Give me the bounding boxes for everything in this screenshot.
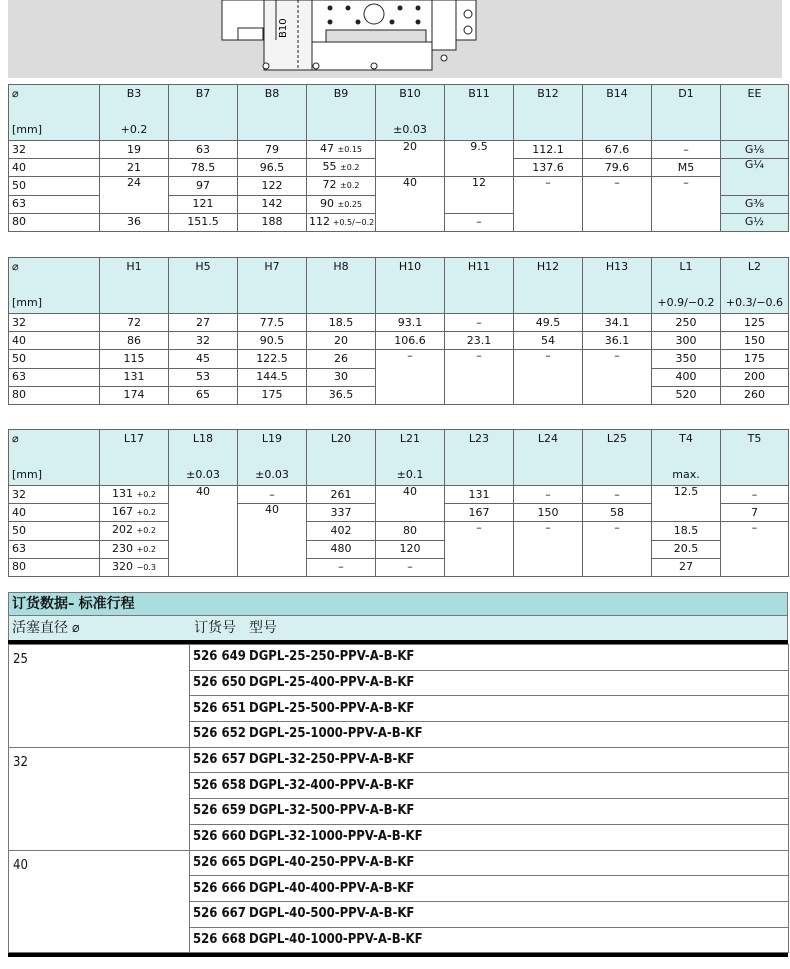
table-cell: 121 [169, 195, 238, 213]
table-cell: – [652, 177, 721, 232]
table-cell: 63 [9, 368, 100, 386]
drawing-svg [8, 0, 782, 78]
diameter-cell: 40 [9, 850, 190, 953]
header-cell: EE [721, 85, 789, 141]
table-cell: 260 [721, 386, 789, 404]
table-cell: 175 [721, 350, 789, 368]
table-cell: 131 +0.2 [100, 486, 169, 504]
order-item: 526 651 DGPL-25-500-PPV-A-B-KF [190, 696, 789, 722]
order-item: 526 660 DGPL-32-1000-PPV-A-B-KF [190, 824, 789, 850]
col-type-header: 型号 [249, 620, 277, 636]
table-cell: 27 [169, 314, 238, 332]
table-row [9, 141, 789, 159]
table-cell: 93.1 [376, 314, 445, 332]
table-cell: – [583, 350, 652, 405]
header-cell: L23 [445, 430, 514, 486]
order-item: 526 666 DGPL-40-400-PPV-A-B-KF [190, 876, 789, 902]
table-row [9, 558, 789, 576]
table-cell: 45 [169, 350, 238, 368]
table-cell: – [445, 314, 514, 332]
table-cell: – [514, 177, 583, 232]
table-cell: 32 [9, 141, 100, 159]
order-title: 订货数据– 标准行程 [8, 592, 788, 616]
table-cell: 112 +0.5/−0.2 [307, 213, 376, 231]
header-cell: B10 ±0.03 [376, 85, 445, 141]
table-row [9, 747, 789, 773]
table-cell: 50 [9, 350, 100, 368]
table-cell: 34.1 [583, 314, 652, 332]
table-cell: 337 [307, 504, 376, 522]
header-cell: H8 [307, 258, 376, 314]
table-cell: 90.5 [238, 332, 307, 350]
table-cell: 320 −0.3 [100, 558, 169, 576]
header-cell: T5 [721, 430, 789, 486]
table-cell: 27 [652, 558, 721, 576]
table-cell: – [307, 558, 376, 576]
table-cell: 150 [721, 332, 789, 350]
table-cell: 480 [307, 540, 376, 558]
table-cell: 202 +0.2 [100, 522, 169, 540]
header-cell: B3 +0.2 [100, 85, 169, 141]
technical-drawing [8, 0, 782, 78]
table-cell: G¼ [721, 159, 789, 195]
table-cell: 12 [445, 177, 514, 213]
table-cell: 79 [238, 141, 307, 159]
table-cell: 55 ±0.2 [307, 159, 376, 177]
table-cell: – [721, 486, 789, 504]
table-cell: – [376, 350, 445, 405]
header-cell: ⌀ [mm] [9, 430, 100, 486]
order-item: 526 667 DGPL-40-500-PPV-A-B-KF [190, 901, 789, 927]
table-cell: 30 [307, 368, 376, 386]
order-item: 526 659 DGPL-32-500-PPV-A-B-KF [190, 799, 789, 825]
table-cell: 261 [307, 486, 376, 504]
table-cell: G⅛ [721, 141, 789, 159]
header-cell: ⌀ [mm] [9, 85, 100, 141]
divider [8, 953, 788, 957]
table-cell: 402 [307, 522, 376, 540]
table-cell: 125 [721, 314, 789, 332]
table-cell: 78.5 [169, 159, 238, 177]
header-cell: L18 ±0.03 [169, 430, 238, 486]
header-cell: B8 [238, 85, 307, 141]
header-cell: B9 [307, 85, 376, 141]
table-cell: 188 [238, 213, 307, 231]
table-cell: 36 [100, 213, 169, 231]
table-cell: 20.5 [652, 540, 721, 558]
table-cell: M5 [652, 159, 721, 177]
table-cell: 151.5 [169, 213, 238, 231]
table-cell: 131 [445, 486, 514, 504]
table-cell: 520 [652, 386, 721, 404]
order-item: 526 658 DGPL-32-400-PPV-A-B-KF [190, 773, 789, 799]
table-cell: 120 [376, 540, 445, 558]
table-cell: – [583, 522, 652, 577]
order-item: 526 650 DGPL-25-400-PPV-A-B-KF [190, 670, 789, 696]
header-cell: H13 [583, 258, 652, 314]
dimensions-table-b [8, 84, 789, 232]
diameter-cell: 32 [9, 747, 190, 850]
table-cell: 200 [721, 368, 789, 386]
table-cell: – [583, 177, 652, 232]
table-cell: 20 [307, 332, 376, 350]
table-row [9, 486, 789, 504]
table-cell: 12.5 [652, 486, 721, 522]
table-cell: 150 [514, 504, 583, 522]
header-cell: H7 [238, 258, 307, 314]
table-cell: – [238, 486, 307, 504]
order-item: 526 657 DGPL-32-250-PPV-A-B-KF [190, 747, 789, 773]
table-cell: 230 +0.2 [100, 540, 169, 558]
order-item: 526 652 DGPL-25-1000-PPV-A-B-KF [190, 722, 789, 748]
table-row [9, 314, 789, 332]
table-cell: 65 [169, 386, 238, 404]
table-cell: 79.6 [583, 159, 652, 177]
table-cell: 24 [100, 177, 169, 213]
header-cell: L21 ±0.1 [376, 430, 445, 486]
header-cell: L24 [514, 430, 583, 486]
header-cell: B11 [445, 85, 514, 141]
table-row [9, 332, 789, 350]
table-cell: – [514, 350, 583, 405]
col-diameter-header: 活塞直径 ⌀ [12, 620, 80, 636]
table-cell: 32 [169, 332, 238, 350]
table-cell: 50 [9, 177, 100, 195]
header-cell: B7 [169, 85, 238, 141]
table-cell: 86 [100, 332, 169, 350]
table-cell: 49.5 [514, 314, 583, 332]
header-cell: L19 ±0.03 [238, 430, 307, 486]
table-cell: 32 [9, 486, 100, 504]
header-cell: ⌀ [mm] [9, 258, 100, 314]
header-cell: L25 [583, 430, 652, 486]
dimensions-table-l [8, 429, 789, 577]
table-cell: 96.5 [238, 159, 307, 177]
header-cell: H12 [514, 258, 583, 314]
table-cell: 40 [9, 332, 100, 350]
header-cell: H5 [169, 258, 238, 314]
table-cell: 67.6 [583, 141, 652, 159]
table-cell: – [652, 141, 721, 159]
order-item: 526 649 DGPL-25-250-PPV-A-B-KF [190, 645, 789, 671]
table-cell: 63 [169, 141, 238, 159]
table-cell: – [376, 558, 445, 576]
order-header-row [8, 616, 788, 640]
table-cell: – [583, 486, 652, 504]
table-cell: 19 [100, 141, 169, 159]
table-cell: 137.6 [514, 159, 583, 177]
header-cell: L1 +0.9/−0.2 [652, 258, 721, 314]
table-cell: – [445, 213, 514, 231]
table-cell: 80 [376, 522, 445, 540]
table-cell: 7 [721, 504, 789, 522]
order-data-section [8, 592, 788, 957]
table-cell: – [445, 522, 514, 577]
header-cell: L17 [100, 430, 169, 486]
table-cell: 58 [583, 504, 652, 522]
dimensions-table-h [8, 257, 789, 405]
table-row [9, 350, 789, 368]
table-cell: 115 [100, 350, 169, 368]
header-cell: L20 [307, 430, 376, 486]
table-cell: 106.6 [376, 332, 445, 350]
drawing-label: B10 [278, 18, 289, 38]
table-row [9, 540, 789, 558]
table-cell: 80 [9, 213, 100, 231]
table-cell: 32 [9, 314, 100, 332]
table-cell: 40 [9, 159, 100, 177]
table-cell: G⅜ [721, 195, 789, 213]
table-cell: 36.1 [583, 332, 652, 350]
table-cell: 54 [514, 332, 583, 350]
table-cell: 40 [376, 177, 445, 232]
table-cell: 47 ±0.15 [307, 141, 376, 159]
diameter-cell: 25 [9, 645, 190, 748]
table-cell: 400 [652, 368, 721, 386]
order-item: 526 665 DGPL-40-250-PPV-A-B-KF [190, 850, 789, 876]
table-cell: 122.5 [238, 350, 307, 368]
table-cell: – [514, 522, 583, 577]
table-cell: 97 [169, 177, 238, 195]
table-row [9, 177, 789, 195]
table-cell: 63 [9, 540, 100, 558]
table-cell: 167 [445, 504, 514, 522]
table-cell: 18.5 [652, 522, 721, 540]
table-cell: 90 ±0.25 [307, 195, 376, 213]
table-cell: – [721, 522, 789, 577]
table-cell: 18.5 [307, 314, 376, 332]
table-cell: 250 [652, 314, 721, 332]
table-cell: 26 [307, 350, 376, 368]
table-cell: 53 [169, 368, 238, 386]
table-cell: 77.5 [238, 314, 307, 332]
table-row [9, 645, 789, 671]
header-cell: B14 [583, 85, 652, 141]
table-cell: 63 [9, 195, 100, 213]
header-cell: H10 [376, 258, 445, 314]
table-cell: 40 [376, 486, 445, 522]
header-cell: D1 [652, 85, 721, 141]
table-header-row [9, 85, 789, 141]
table-header-row [9, 430, 789, 486]
table-cell: – [445, 350, 514, 405]
table-cell: 23.1 [445, 332, 514, 350]
table-cell: 300 [652, 332, 721, 350]
table-cell: 72 ±0.2 [307, 177, 376, 195]
header-cell: B12 [514, 85, 583, 141]
table-cell: 50 [9, 522, 100, 540]
header-cell: H1 [100, 258, 169, 314]
table-cell: 175 [238, 386, 307, 404]
table-cell: 142 [238, 195, 307, 213]
table-row [9, 522, 789, 540]
table-cell: 122 [238, 177, 307, 195]
table-cell: 80 [9, 386, 100, 404]
table-cell: 21 [100, 159, 169, 177]
table-cell: 350 [652, 350, 721, 368]
order-table [8, 644, 789, 953]
table-cell: – [514, 486, 583, 504]
table-cell: 80 [9, 558, 100, 576]
table-cell: 40 [169, 486, 238, 577]
table-cell: 112.1 [514, 141, 583, 159]
table-cell: 144.5 [238, 368, 307, 386]
order-item: 526 668 DGPL-40-1000-PPV-A-B-KF [190, 927, 789, 953]
table-row [9, 850, 789, 876]
table-cell: 36.5 [307, 386, 376, 404]
table-cell: 72 [100, 314, 169, 332]
col-part-no-header: 订货号 [194, 620, 236, 636]
table-header-row [9, 258, 789, 314]
table-cell: 131 [100, 368, 169, 386]
header-cell: H11 [445, 258, 514, 314]
table-cell: 167 +0.2 [100, 504, 169, 522]
table-cell: 20 [376, 141, 445, 177]
table-cell: 9.5 [445, 141, 514, 177]
table-cell: 40 [9, 504, 100, 522]
header-cell: L2 +0.3/−0.6 [721, 258, 789, 314]
table-cell: G½ [721, 213, 789, 231]
table-cell: 174 [100, 386, 169, 404]
header-cell: T4 max. [652, 430, 721, 486]
table-cell: 40 [238, 504, 307, 577]
